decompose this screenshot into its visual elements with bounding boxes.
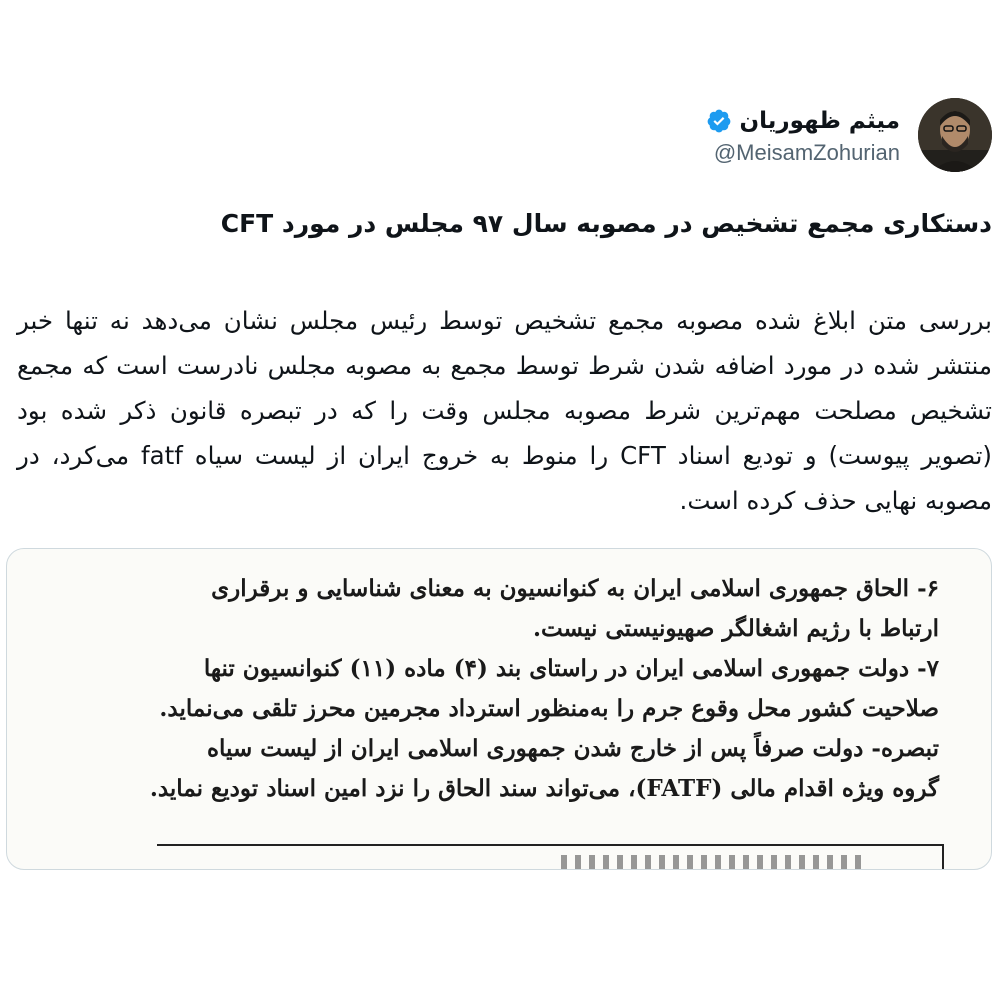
tweet-body: بررسی متن ابلاغ شده مصوبه مجمع تشخیص توسط رئیس مجلس نشان می‌دهد نه تنها خبر منتشر شده در مورد اضافه شدن شرط توسط مجمع به مصوبه مجلس نادرست است که مجمع تشخیص مصلحت مهم‌ترین شرط مصوبه مجلس وقت را که در تبصره قانون ذکر شده بود (تصویر پیوست) و تودیع اسناد CFT را منوط به خروج ایران از لیست سیاه fatf می‌کرد، در مصوبه نهایی حذف کرده است.	[17, 306, 992, 515]
author-name-row[interactable]	[706, 104, 900, 138]
author-handle[interactable]: @MeisamZohurian	[713, 140, 900, 165]
document-line: ارتباط با رژیم اشغالگر صهیونیستی نیست.	[532, 615, 939, 642]
tweet-title: دستکاری مجمع تشخیص در مصوبه سال ۹۷ مجلس در مورد CFT	[220, 209, 992, 238]
verified-badge-icon	[706, 108, 732, 134]
attached-image[interactable]	[6, 548, 992, 870]
document-text	[39, 569, 939, 809]
cropped-text-fragment	[561, 855, 861, 869]
profile-photo-icon	[918, 98, 992, 172]
author-display-name[interactable]: میثم ظهوریان	[739, 108, 900, 134]
document-line: صلاحیت کشور محل وقوع جرم را به‌منظور استرداد مجرمین محرز تلقی می‌نماید.	[159, 695, 939, 722]
document-line: ۷- دولت جمهوری اسلامی ایران در راستای بند (۴) ماده (۱۱) کنوانسیون تنها	[203, 655, 939, 682]
document-line: ۶- الحاق جمهوری اسلامی ایران به کنوانسیون به معنای شناسایی و برقراری	[211, 575, 939, 602]
document-line: گروه ویژه اقدام مالی (FATF)، می‌تواند سند الحاق را نزد امین اسناد تودیع نماید.	[149, 775, 939, 802]
document-line: تبصره- دولت صرفاً پس از خارج شدن جمهوری اسلامی ایران از لیست سیاه	[206, 735, 939, 762]
author-avatar[interactable]	[918, 98, 992, 172]
